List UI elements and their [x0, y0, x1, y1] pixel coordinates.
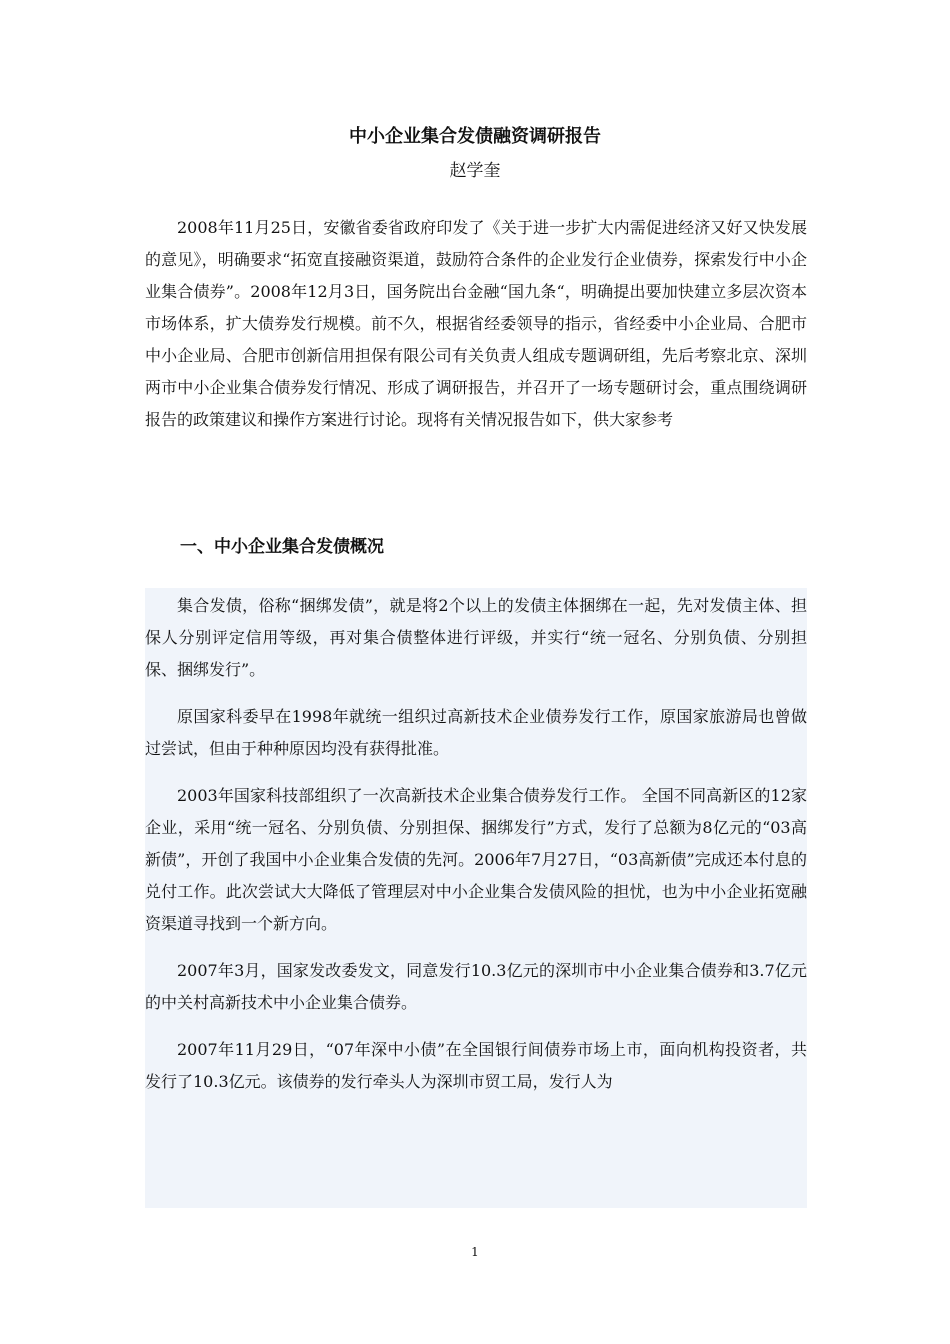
section-heading: 一、中小企业集合发债概况: [180, 537, 384, 557]
paragraph: 2007年3月，国家发改委发文，同意发行10.3亿元的深圳市中小企业集合债券和3.7亿元的中关村高新技术中小企业集合债券。: [145, 961, 807, 1012]
paragraph: 原国家科委早在1998年就统一组织过高新技术企业债券发行工作，原国家旅游局也曾做过尝试，但由于种种原因均没有获得批准。: [145, 707, 807, 758]
paragraph: 2003年国家科技部组织了一次高新技术企业集合债券发行工作。 全国不同高新区的12家企业，采用“统一冠名、分别负债、分别担保、捆绑发行”方式，发行了总额为8亿元的“03高新债”，开创了我国中小企业集合发债的先河。2006年7月27日，“03高新债”完成还本付息的兑付工作。此次尝试大大降低了管理层对中小企业集合发债风险的担忧，也为中小企业拓宽融资渠道寻找到一个新方向。: [145, 786, 807, 933]
document-author: 赵学奎: [449, 161, 501, 181]
document-title: 中小企业集合发债融资调研报告: [349, 126, 601, 147]
paragraph: 2007年11月29日，“07年深中小债”在全国银行间债券市场上市，面向机构投资者，共发行了10.3亿元。该债券的发行牵头人为深圳市贸工局，发行人为: [145, 1040, 807, 1091]
page-number: 1: [471, 1245, 479, 1259]
paragraph: 集合发债，俗称“捆绑发债”，就是将2个以上的发债主体捆绑在一起，先对发债主体、担保人分别评定信用等级，再对集合债整体进行评级，并实行“统一冠名、分别负债、分别担保、捆绑发行”。: [145, 596, 807, 679]
section-body: [145, 590, 807, 1113]
intro-paragraph: 2008年11月25日，安徽省委省政府印发了《关于进一步扩大内需促进经济又好又快发展的意见》，明确要求“拓宽直接融资渠道，鼓励符合条件的企业发行企业债券，探索发行中小企业集合债券”。2008年12月3日，国务院出台金融“国九条“，明确提出要加快建立多层次资本市场体系，扩大债券发行规模。前不久，根据省经委领导的指示，省经委中小企业局、合肥市中小企业局、合肥市创新信用担保有限公司有关负责人组成专题调研组，先后考察北京、深圳两市中小企业集合债券发行情况、形成了调研报告，并召开了一场专题研讨会，重点围绕调研报告的政策建议和操作方案进行讨论。现将有关情况报告如下，供大家参考: [145, 218, 807, 429]
intro-section: [145, 212, 807, 436]
